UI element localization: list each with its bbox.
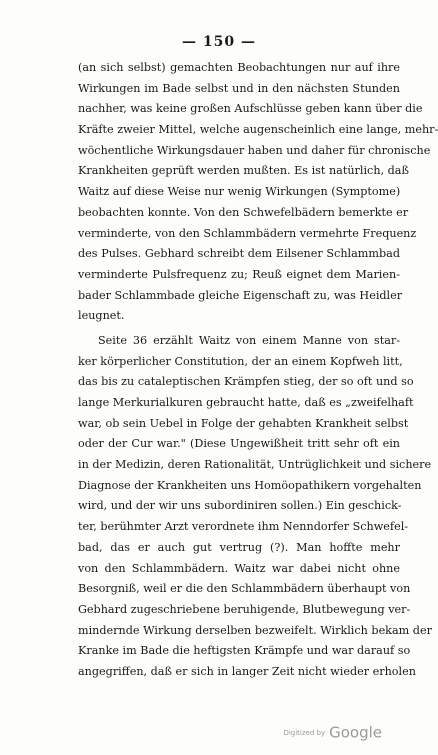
text-line: wird, und der wir uns subordiniren sollen.) Ein geschick-: [78, 499, 402, 513]
watermark-prefix: Digitized by: [283, 728, 326, 737]
body-text: [78, 58, 438, 683]
text-line: wöchentliche Wirkungsdauer haben und daher für chronische: [78, 143, 431, 157]
text-line: Besorgniß, weil er die den Schlammbädern überhaupt von: [78, 582, 411, 596]
text-line: von den Schlammbädern. Waitz war dabei nicht ohne: [78, 561, 400, 575]
text-line: oder der Cur war." (Diese Ungewißheit tritt sehr oft ein: [78, 437, 400, 451]
text-line: beobachten konnte. Von den Schwefelbädern bemerkte er: [78, 205, 409, 219]
text-line: Gebhard zugeschriebene beruhigende, Blutbewegung ver-: [78, 602, 411, 616]
text-line: ter, berühmter Arzt verordnete ihm Nenndorfer Schwefel-: [78, 520, 409, 534]
text-line: das bis zu cataleptischen Krämpfen stieg, der so oft und so: [78, 375, 414, 389]
text-line: in der Medizin, deren Rationalität, Untrüglichkeit und sichere: [78, 458, 432, 472]
text-line: Seite 36 erzählt Waitz von einem Manne von star-: [98, 333, 400, 347]
text-line: Kranke im Bade die heftigsten Krämpfe und war darauf so: [78, 644, 411, 658]
text-line: war, ob sein Uebel in Folge der gehabten Krankheit selbst: [78, 416, 409, 430]
paragraph: [78, 58, 438, 327]
google-watermark: [283, 722, 382, 742]
google-logo: Google: [329, 723, 382, 742]
text-line: (an sich selbst) gemachten Beobachtungen nur auf ihre: [78, 61, 400, 74]
text-line: Diagnose der Krankheiten uns Homöopathikern vorgehalten: [78, 478, 422, 492]
text-line: verminderte, von den Schlammbädern vermehrte Frequenz: [78, 226, 417, 240]
text-line: bader Schlammbade gleiche Eigenschaft zu, was Heidler: [78, 288, 403, 302]
text-line: Krankheiten geprüft werden mußten. Es ist natürlich, daß: [78, 164, 409, 178]
page-number: — 150 —: [182, 34, 256, 50]
text-line: leugnet.: [78, 309, 125, 323]
text-line: bad, das er auch gut vertrug (?). Man hoffte mehr: [78, 540, 400, 554]
text-line: lange Merkurialkuren gebraucht hatte, daß es „zweifelhaft: [78, 396, 414, 409]
text-line: nachher, was keine großen Aufschlüsse geben kann über die: [78, 102, 423, 116]
text-line: angegriffen, daß er sich in langer Zeit nicht wieder erholen: [78, 664, 416, 678]
text-line: ker körperlicher Constitution, der an einem Kopfweh litt,: [78, 354, 403, 368]
text-line: mindernde Wirkung derselben bezweifelt. Wirklich bekam der: [78, 623, 432, 637]
text-line: des Pulses. Gebhard schreibt dem Eilsener Schlammbad: [78, 247, 400, 261]
text-line: verminderte Pulsfrequenz zu; Reuß eignet dem Marien-: [78, 267, 400, 281]
text-line: Kräfte zweier Mittel, welche augenscheinlich eine lange, mehr-: [78, 123, 438, 137]
text-line: Wirkungen im Bade selbst und in den nächsten Stunden: [78, 81, 400, 95]
paragraph: [78, 331, 432, 683]
text-line: Waitz auf diese Weise nur wenig Wirkungen (Symptome): [78, 185, 401, 199]
